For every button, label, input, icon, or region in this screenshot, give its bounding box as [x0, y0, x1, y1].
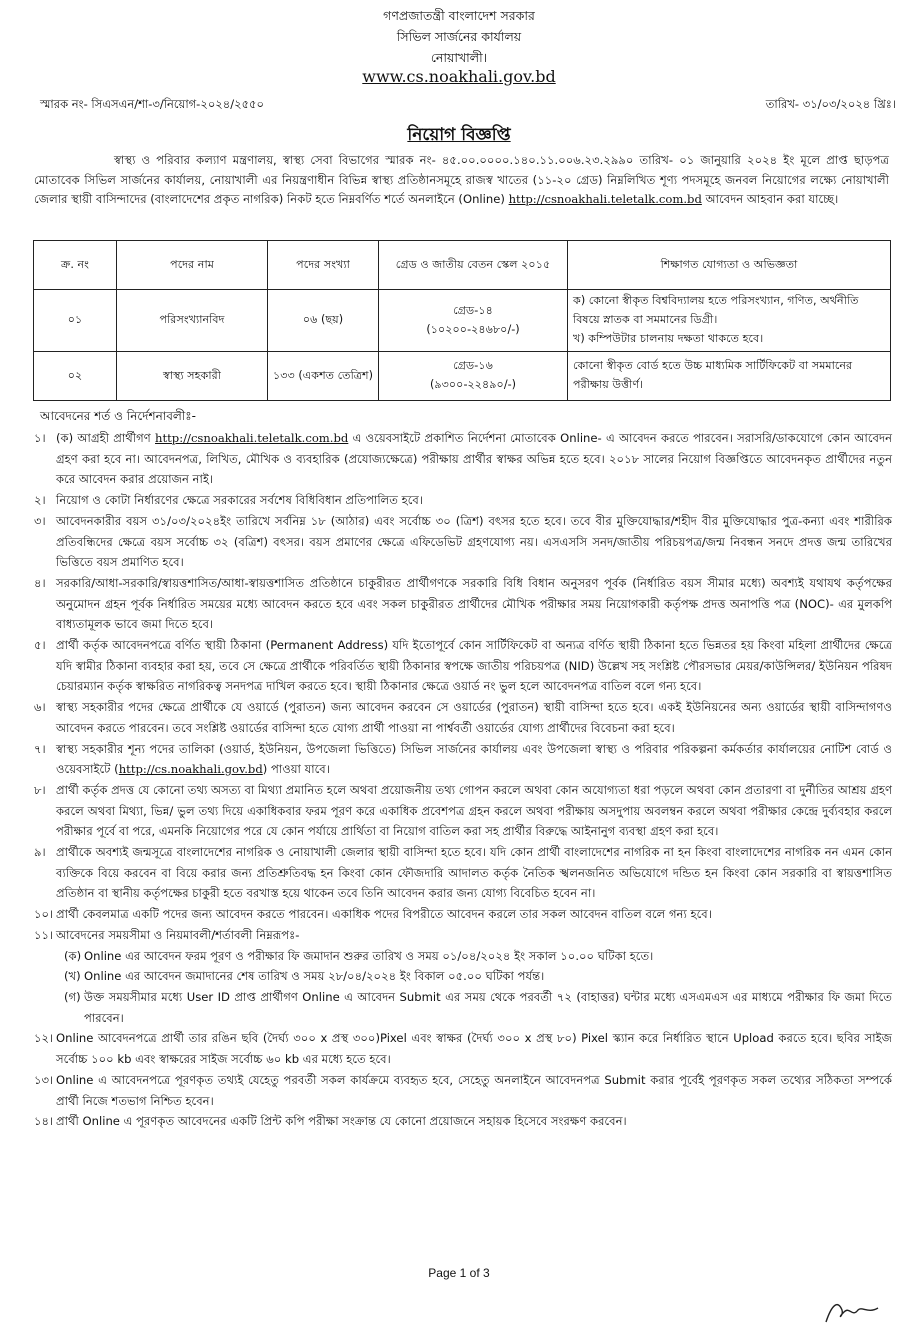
- item-number: ১০।: [34, 907, 54, 922]
- conditions-heading: আবেদনের শর্ত ও নির্দেশনাবলীঃ-: [40, 409, 197, 423]
- sub-item: [34, 966, 892, 987]
- item-number: ১২।: [34, 1031, 54, 1046]
- row-post-name: পরিসংখ্যানবিদ: [117, 290, 268, 352]
- item-number: ৪।: [34, 575, 46, 590]
- item-text-tail: ) পাওয়া যাবে।: [262, 762, 330, 777]
- website-link[interactable]: www.cs.noakhali.gov.bd: [362, 67, 556, 86]
- col-post-count: পদের সংখ্যা: [268, 241, 379, 290]
- item-number: ৫।: [34, 638, 46, 653]
- teletalk-link[interactable]: http://csnoakhali.teletalk.com.bd: [155, 431, 349, 445]
- row-post-count: ০৬ (ছয়): [268, 290, 379, 352]
- condition-item: [34, 573, 892, 635]
- sub-item: [34, 946, 892, 967]
- district-title: নোয়াখালী।: [430, 50, 488, 65]
- item-text: নিয়োগ ও কোটা নির্ধারণের ক্ষেত্রে সরকারের সর্বশেষ বিধিবিধান প্রতিপালিত হবে।: [56, 493, 424, 508]
- item-number: ১১।: [34, 927, 54, 942]
- sub-text: Online এর আবেদন জমাদানের শেষ তারিখ ও সময় ২৮/০৪/২০২৪ ইং বিকাল ০৫.০০ ঘটিকা পর্যন্ত।: [84, 969, 545, 984]
- col-post-name: পদের নাম: [117, 241, 268, 290]
- col-sl: ক্র. নং: [34, 241, 117, 290]
- page-number: Page 1 of 3: [428, 1266, 490, 1280]
- item-number: ২।: [34, 493, 46, 508]
- condition-item: [34, 635, 892, 697]
- item-text: প্রার্থী Online এ পূরণকৃত আবেদনের একটি প্রিন্ট কপি পরীক্ষা সংক্রান্ত যে কোনো প্রয়োজনে সহায়ক হিসেবে সংরক্ষণ করবেন।: [56, 1114, 627, 1129]
- item-number: ৩।: [34, 513, 46, 528]
- pay-scale: (৯৩০০-২২৪৯০/-): [430, 378, 516, 391]
- condition-item: [34, 428, 892, 490]
- item-number: ১৪।: [34, 1114, 54, 1129]
- col-grade-scale: গ্রেড ও জাতীয় বেতন স্কেল ২০১৫: [379, 241, 568, 290]
- item-text: আবেদনের সময়সীমা ও নিয়মাবলী/শর্তাবলী নিম্নরূপঃ-: [56, 927, 300, 942]
- condition-item: [34, 904, 892, 925]
- row-grade: [379, 290, 568, 352]
- condition-item: [34, 511, 892, 573]
- condition-item: [34, 1070, 892, 1111]
- item-text: Online আবেদনপত্রে প্রার্থী তার রঙিন ছবি (দৈর্ঘ্য ৩০০ x প্রস্থ ৩০০)Pixel এবং স্বাক্ষর (দৈর্ঘ্য ৩০০ x প্রস্থ ৮০) Pixel স্ক্যান করে নির্ধারিত স্থানে Upload করতে হবে। ছবির সাইজ সর্বোচ্চ ১০০ kb এবং স্বাক্ষরের সাইজ সর্বোচ্চ ৬০ kb এর মধ্যে হতে হবে।: [56, 1031, 892, 1067]
- row-post-name: স্বাস্থ্য সহকারী: [117, 352, 268, 401]
- condition-item: [34, 925, 892, 946]
- intro-tail: আবেদন আহবান করা যাচ্ছে।: [701, 192, 839, 206]
- condition-item: [34, 842, 892, 904]
- sub-item: [34, 987, 892, 1028]
- sub-mark: (খ): [64, 969, 81, 984]
- item-text: প্রার্থী কর্তৃক আবেদনপত্রে বর্ণিত স্থায়ী ঠিকানা (Permanent Address) যদি ইতোপূর্বে কোন সার্টিফিকেট বা অন্যত্র বর্ণিত স্থায়ী ঠিকানা হতে ভিন্নতর হয় কিংবা মহিলা প্রার্থীদের ক্ষেত্রে যদি স্বামীর ঠিকানা ব্যবহার করা হয়, তবে সে ক্ষেত্রে প্রার্থীকে পরিবর্তিত স্থায়ী ঠিকানার স্বপক্ষে জাতীয় পরিচয়পত্র (NID) উল্লেখ সহ সংশ্লিষ্ট পৌরসভার মেয়র/কাউন্সিলর/ ইউনিয়ন পরিষদ চেয়ারম্যান কর্তৃক স্বাক্ষরিত নাগরিকত্ব সনদপত্র দাখিল করতে হবে। স্থায়ী ঠিকানার ক্ষেত্রে ওয়ার্ড নং ভুল হলে আবেদনপত্র বাতিল বলে গন্য হবে।: [56, 638, 892, 694]
- item-number: ১৩।: [34, 1072, 54, 1087]
- item-number: ৮।: [34, 782, 46, 797]
- pay-scale: (১০২০০-২৪৬৮০/-): [426, 322, 520, 336]
- item-text: Online এ আবেদনপত্রে পূরণকৃত তথ্যই যেহেতু পরবর্তী সকল কার্যক্রমে ব্যবহৃত হবে, সেহেতু অনলাইনে আবেদনপত্র Submit করার পূর্বেই পূরণকৃত সকল তথ্যের সঠিকতা সম্পর্কে প্রার্থী নিজে শতভাগ নিশ্চিত হবেন।: [56, 1072, 892, 1108]
- condition-item: [34, 490, 892, 511]
- qualification-a: ক) কোনো স্বীকৃত বিশ্ববিদ্যালয় হতে পরিসংখ্যান, গণিত, অর্থনীতি বিষয়ে স্নাতক বা সমমানের ডিগ্রী।: [573, 294, 859, 326]
- memo-date: তারিখ- ৩১/০৩/২০২৪ খ্রিঃ।: [765, 97, 896, 111]
- sub-mark: (ক): [64, 948, 82, 963]
- item-number: ৬।: [34, 700, 46, 715]
- row-sl: ০১: [34, 290, 117, 352]
- signature-mark: [822, 1296, 882, 1326]
- condition-item: [34, 1028, 892, 1069]
- intro-paragraph: [34, 151, 889, 210]
- item-number: ৯।: [34, 845, 46, 860]
- qualification-b: খ) কম্পিউটার চালনায় দক্ষতা থাকতে হবে।: [573, 332, 764, 345]
- item-text: প্রার্থীকে অবশ্যই জন্মসূত্রে বাংলাদেশের নাগরিক ও নোয়াখালী জেলার স্থায়ী বাসিন্দা হতে হবে। যদি কোন প্রার্থী বাংলাদেশের নাগরিক না হন কিংবা বাংলাদেশের নাগরিক নন এমন কোন ব্যক্তিকে বিয়ে করবেন বা বিয়ে করার জন্য প্রতিশ্রুতিবদ্ধ হন কিংবা কোন ফৌজদারি আদালত কর্তৃক নৈতিক স্খলনজনিত অভিযোগে দন্ডিত হন কিংবা কোন সরকারি বা স্বায়ত্তশাসিত প্রতিষ্ঠান বা স্থানীয় কর্তৃপক্ষের চাকুরী হতে বরখাস্ত হয়ে থাকেন তবে তিনি আবেদন করার জন্য যোগ্য বিবেচিত হবেন না।: [56, 845, 892, 901]
- cs-website-link[interactable]: http://cs.noakhali.gov.bd: [118, 762, 263, 777]
- conditions-list: [34, 428, 892, 1132]
- office-title: সিভিল সার্জনের কার্যালয়: [396, 29, 522, 44]
- row-grade: [379, 352, 568, 401]
- item-text: প্রার্থী কেবলমাত্র একটি পদের জন্য আবেদন করতে পারবেন। একাধিক পদের বিপরীতে আবেদন করলে তার সকল আবেদন বাতিল বলে গন্য হবে।: [56, 907, 712, 922]
- table-row: [34, 352, 891, 401]
- condition-item: [34, 697, 892, 738]
- row-qualification: [568, 290, 891, 352]
- item-text: স্বাস্থ্য সহকারীর পদের ক্ষেত্রে প্রার্থীকে যে ওয়ার্ডে (পুরাতন) জন্য আবেদন করবেন সে ওয়ার্ডের (পুরাতন) স্থায়ী বাসিন্দা হতে হবে। একই ইউনিয়নের অন্য ওয়ার্ডের স্থায়ী বাসিন্দাগণও আবেদন করতে পারবেন। তবে সংশ্লিষ্ট ওয়ার্ডের বাসিন্দা হতে যোগ্য প্রার্থী পাওয়া না পার্শ্ববর্তী ওয়ার্ডের যোগ্য প্রার্থীদের বিবেচনা করা হবে।: [56, 700, 892, 735]
- item-number: ৭।: [34, 741, 46, 756]
- item-text: (ক) আগ্রহী প্রার্থীগণ: [56, 431, 156, 445]
- grade-label: গ্রেড-১৪: [453, 303, 493, 317]
- teletalk-link[interactable]: http://csnoakhali.teletalk.com.bd: [508, 192, 702, 206]
- condition-item: [34, 739, 892, 780]
- gov-title: গণপ্রজাতন্ত্রী বাংলাদেশ সরকার: [383, 8, 535, 23]
- item-text: সরকারি/আধা-সরকারি/স্বায়ত্তশাসিত/আধা-স্বায়ত্তশাসিত প্রতিষ্ঠানে চাকুরীরত প্রার্থীগণকে সরকারি বিধি বিধান অনুসরণ পূর্বক (নির্ধারিত বয়স সীমার মধ্যে) অবশ্যই যথাযথ কর্তৃপক্ষের অনুমোদন গ্রহন পূর্বক নির্ধারিত সময়ের মধ্যে আবেদন করতে হবে এবং সকল চাকুরীরত প্রার্থীদের মৌখিক পরীক্ষার সময় নিয়োগকারী কর্তৃপক্ষ প্রদত্ত অনাপত্তি পত্র (NOC)- এর মুলকপি বাধ্যতামূলক ভাবে জমা দিতে হবে।: [56, 575, 892, 632]
- item-text-tail: এ ওয়েবসাইটে প্রকাশিত নির্দেশনা মোতাবেক Online- এ আবেদন করতে পারবেন। সরাসরি/ডাকযোগে কোন আবেদন গ্রহণ করা হবে না। আবেদনপত্র, লিখিত, মৌখিক ও ব্যবহারিক (প্রযোজ্যক্ষেত্রে) পরীক্ষায় প্রার্থীর স্বাক্ষর অভিন্ন হতে হবে। ২০১৮ সালের নিয়োগ বিজ্ঞপ্তিতে আবেদনকৃত প্রার্থীদের নতুন করে আবেদন করার প্রয়োজন নাই।: [56, 431, 892, 487]
- page-title: [0, 122, 918, 150]
- posts-table: [33, 240, 891, 401]
- row-qualification: [568, 352, 891, 401]
- item-text: স্বাস্থ্য সহকারীর শূন্য পদের তালিকা (ওয়ার্ড, ইউনিয়ন, উপজেলা ভিত্তিতে) সিভিল সার্জনের কার্যালয় এবং উপজেলা স্বাস্থ্য ও পরিবার পরিকল্পনা কর্মকর্তার কার্যালয়ের নোটিশ বোর্ড ও ওয়েবসাইটে (: [56, 741, 892, 777]
- sub-text: উক্ত সময়সীমার মধ্যে User ID প্রাপ্ত প্রার্থীগণ Online এ আবেদন Submit এর সময় থেকে পরবর্তী ৭২ (বাহাত্তর) ঘন্টার মধ্যে এসএমএস এর মাধ্যমে পরীক্ষার ফি জমা দিতে পারবেন।: [84, 989, 892, 1025]
- qualification-a: কোনো স্বীকৃত বোর্ড হতে উচ্চ মাধ্যমিক সার্টিফিকেট বা সমমানের পরীক্ষায় উত্তীর্ণ।: [573, 359, 853, 391]
- condition-item: [34, 1111, 892, 1132]
- item-text: প্রার্থী কর্তৃক প্রদত্ত যে কোনো তথ্য অসত্য বা মিথ্যা প্রমানিত হলে অথবা প্রয়োজনীয় তথ্য গোপন করলে অথবা কোন অযোগ্যতা ধরা পড়লে অথবা কোন প্রতারণা বা দুর্নীতির আশ্রয় গ্রহণ করলে অথবা মিথ্যা, ভিন্ন/ ভুল তথ্য দিয়ে একাধিকবার ফরম পূরণ করে একাধিক প্রবেশপত্র গ্রহন করলে অথবা পরীক্ষায় অসদুপায় অবলম্বন করলে অথবা পরীক্ষার কেন্দ্রে দুর্ব্যবহার করলে পরীক্ষার পূর্বে বা পরে, এমনকি নিয়োগের পরে যে কোন পর্যায়ে প্রার্থিতা বা নিয়োগ বাতিল করা সহ প্রার্থীর বিরুদ্ধে আইনানুগ ব্যবস্থা গ্রহণ করা হবে।: [56, 782, 892, 839]
- item-number: ১।: [34, 431, 46, 445]
- title-text: নিয়োগ বিজ্ঞপ্তি: [407, 125, 511, 145]
- grade-label: গ্রেড-১৬: [453, 359, 493, 372]
- memo-ref: স্মারক নং- সিএসএন/শা-৩/নিয়োগ-২০২৪/২৫৫০: [40, 97, 264, 111]
- item-text: আবেদনকারীর বয়স ৩১/০৩/২০২৪ইং তারিখে সর্বনিম্ন ১৮ (আঠার) এবং সর্বোচ্চ ৩০ (ত্রিশ) বৎসর হতে হবে। তবে বীর মুক্তিযোদ্ধার/শহীদ বীর মুক্তিযোদ্ধার পুত্র-কন্যা এবং শারীরিক প্রতিবন্ধিদের ক্ষেত্রে বয়স সর্বোচ্চ ৩২ (বত্রিশ) বৎসর। বয়স প্রমাণের ক্ষেত্রে এফিডেভিট গ্রহণযোগ্য নয়। এসএসসি সনদ/জাতীয় পরিচয়পত্র/জন্ম নিবন্ধন সনদে প্রদত্ত জন্ম তারিখের ভিত্তিতে বয়স প্রমাণিত হবে।: [56, 513, 892, 570]
- sub-text: Online এর আবেদন ফরম পূরণ ও পরীক্ষার ফি জমাদান শুরুর তারিখ ও সময় ০১/০৪/২০২৪ ইং সকাল ১০.০০ ঘটিকা হতে।: [84, 948, 654, 963]
- intro-text: স্বাস্থ্য ও পরিবার কল্যাণ মন্ত্রণালয়, স্বাস্থ্য সেবা বিভাগের স্মারক নং- ৪৫.০০.০০০০.১৪০.১১.০০৬.২৩.২৯৯০ তারিখ- ০১ জানুয়ারি ২০২৪ ইং মূলে প্রাপ্ত ছাড়পত্র মোতাবেক সিভিল সার্জনের কার্যালয়, নোয়াখালী এর নিয়ন্ত্রণাধীন বিভিন্ন স্বাস্থ্য প্রতিষ্ঠানসমূহে রাজস্ব খাতের (১১-২০ গ্রেড) নিম্নলিখিত শূণ্য পদসমূহে জনবল নিয়োগের লক্ষ্যে নোয়াখালী জেলার স্থায়ী বাসিন্দাদের (বাংলাদেশের প্রকৃত নাগরিক) নিকট হতে নিম্নবর্ণিত শর্তে অনলাইনে (Online): [34, 153, 889, 206]
- col-qualification: শিক্ষাগত যোগ্যতা ও অভিজ্ঞতা: [568, 241, 891, 290]
- table-row: [34, 290, 891, 352]
- website-row: [0, 69, 918, 86]
- condition-item: [34, 780, 892, 842]
- row-post-count: ১৩৩ (একশত তেত্রিশ): [268, 352, 379, 401]
- sub-mark: (গ): [64, 989, 81, 1004]
- row-sl: ০২: [34, 352, 117, 401]
- table-header-row: [34, 241, 891, 290]
